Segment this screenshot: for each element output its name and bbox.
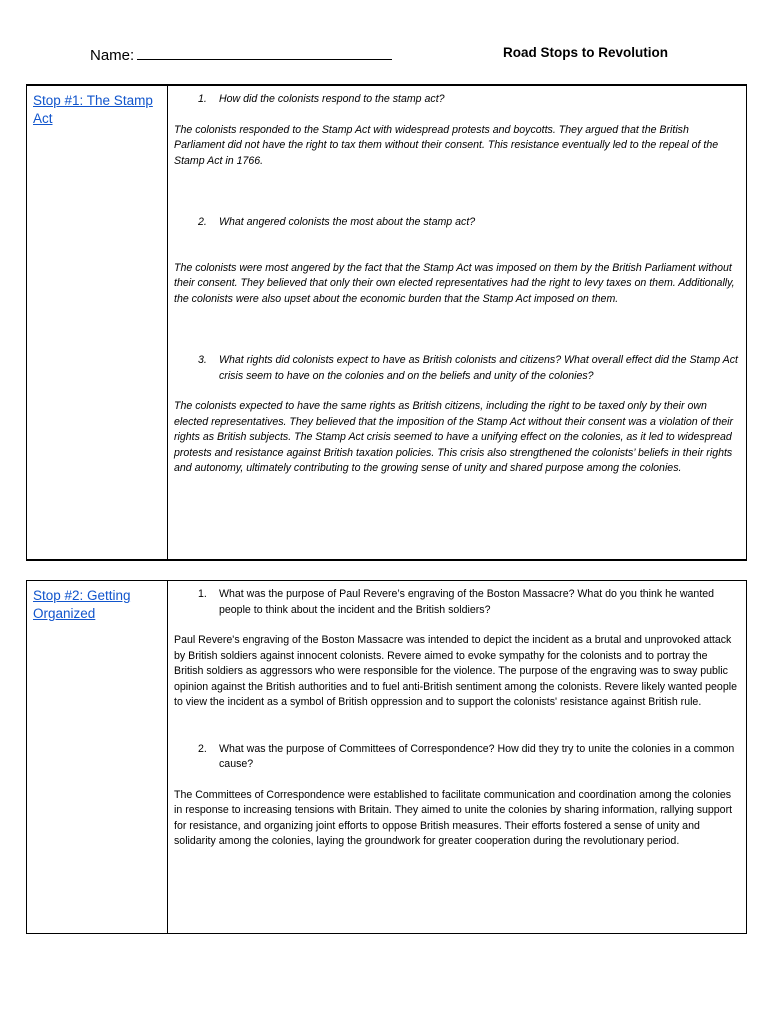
name-label: Name: [90, 47, 135, 64]
stop-2-link[interactable]: Stop #2: Getting Organized [33, 588, 131, 621]
stop-2-label-cell [27, 581, 168, 933]
name-blank-line[interactable] [137, 44, 392, 60]
question-item [174, 215, 738, 231]
question-item [174, 353, 738, 384]
question-item [174, 92, 738, 108]
stop-1-link[interactable]: Stop #1: The Stamp Act [33, 93, 153, 126]
name-field [90, 44, 392, 64]
answer-text: The colonists expected to have the same rights as British citizens, including the right to be taxed only by their own elected representatives. They believed that the imposition of the Stamp Act without their consent was a violation of their rights as British subjects. The Stamp Act crisis seemed to have a unifying effect on the colonies, as it led to widespread protests and resistance against British taxation policies. This crisis also strengthened the colonists’ beliefs in their rights and autonomy, ultimately contributing to the growing sense of unity and shared purpose among the colonies. [174, 400, 734, 474]
stop-2-table [26, 580, 747, 934]
answer-text: The colonists responded to the Stamp Act with widespread protests and boycotts. They argued that the British Parliament did not have the right to tax them without their consent. This resistance eventually led to the repeal of the Stamp Act in 1766. [174, 123, 719, 167]
question-text: How did the colonists respond to the stamp act? [219, 93, 445, 105]
question-number: 2. [198, 216, 207, 228]
question-item [174, 742, 738, 773]
document-title: Road Stops to Revolution [503, 45, 668, 60]
answer-text: Paul Revere's engraving of the Boston Massacre was intended to depict the incident as a brutal and unprovoked attack by British soldiers against innocent colonists. Revere aimed to evoke sympathy for the colonists and to portray the British soldiers as aggressors who were responsible for the violence. The purpose of the engraving was to sway public opinion against the British authorities and to fuel anti-British sentiment among the colonists. Revere likely wanted people to view the incident as a symbol of British oppression and to support the colonists' resistance against British rule. [174, 634, 737, 708]
answer-text: The colonists were most angered by the fact that the Stamp Act was imposed on them by the British Parliament without their consent. They believed that only their own elected representatives had the right to levy taxes on them. Additionally, the colonists were also upset about the economic burden that the Stamp Act imposed on them. [174, 261, 735, 305]
question-text: What angered colonists the most about the stamp act? [219, 216, 476, 228]
question-number: 1. [198, 588, 207, 600]
question-text: What was the purpose of Paul Revere’s engraving of the Boston Massacre? What do you think he wanted people to think about the incident and the British soldiers? [219, 588, 715, 616]
question-number: 1. [198, 93, 207, 105]
worksheet-header [0, 44, 768, 66]
question-number: 3. [198, 354, 207, 366]
stop-1-table [26, 84, 747, 561]
question-text: What was the purpose of Committees of Correspondence? How did they try to unite the colonies in a common cause? [219, 742, 735, 770]
question-text: What rights did colonists expect to have as British colonists and citizens? What overall effect did the Stamp Act crisis seem to have on the colonies and on the beliefs and unity of the colonies? [219, 354, 738, 382]
stop-1-label-cell [27, 86, 168, 559]
answer-text: The Committees of Correspondence were established to facilitate communication and coordination among the colonies in response to increasing tensions with Britain. They aimed to unite the colonies by sharing information, rallying support for resistance, and organizing joint efforts to oppose British measures. Their efforts fostered a sense of unity and solidarity among the colonies, laying the groundwork for greater cooperation during the revolutionary period. [174, 788, 733, 847]
stop-2-content-cell [168, 581, 746, 933]
question-item [174, 587, 738, 618]
question-number: 2. [198, 742, 207, 755]
stop-1-content-cell [168, 86, 746, 559]
